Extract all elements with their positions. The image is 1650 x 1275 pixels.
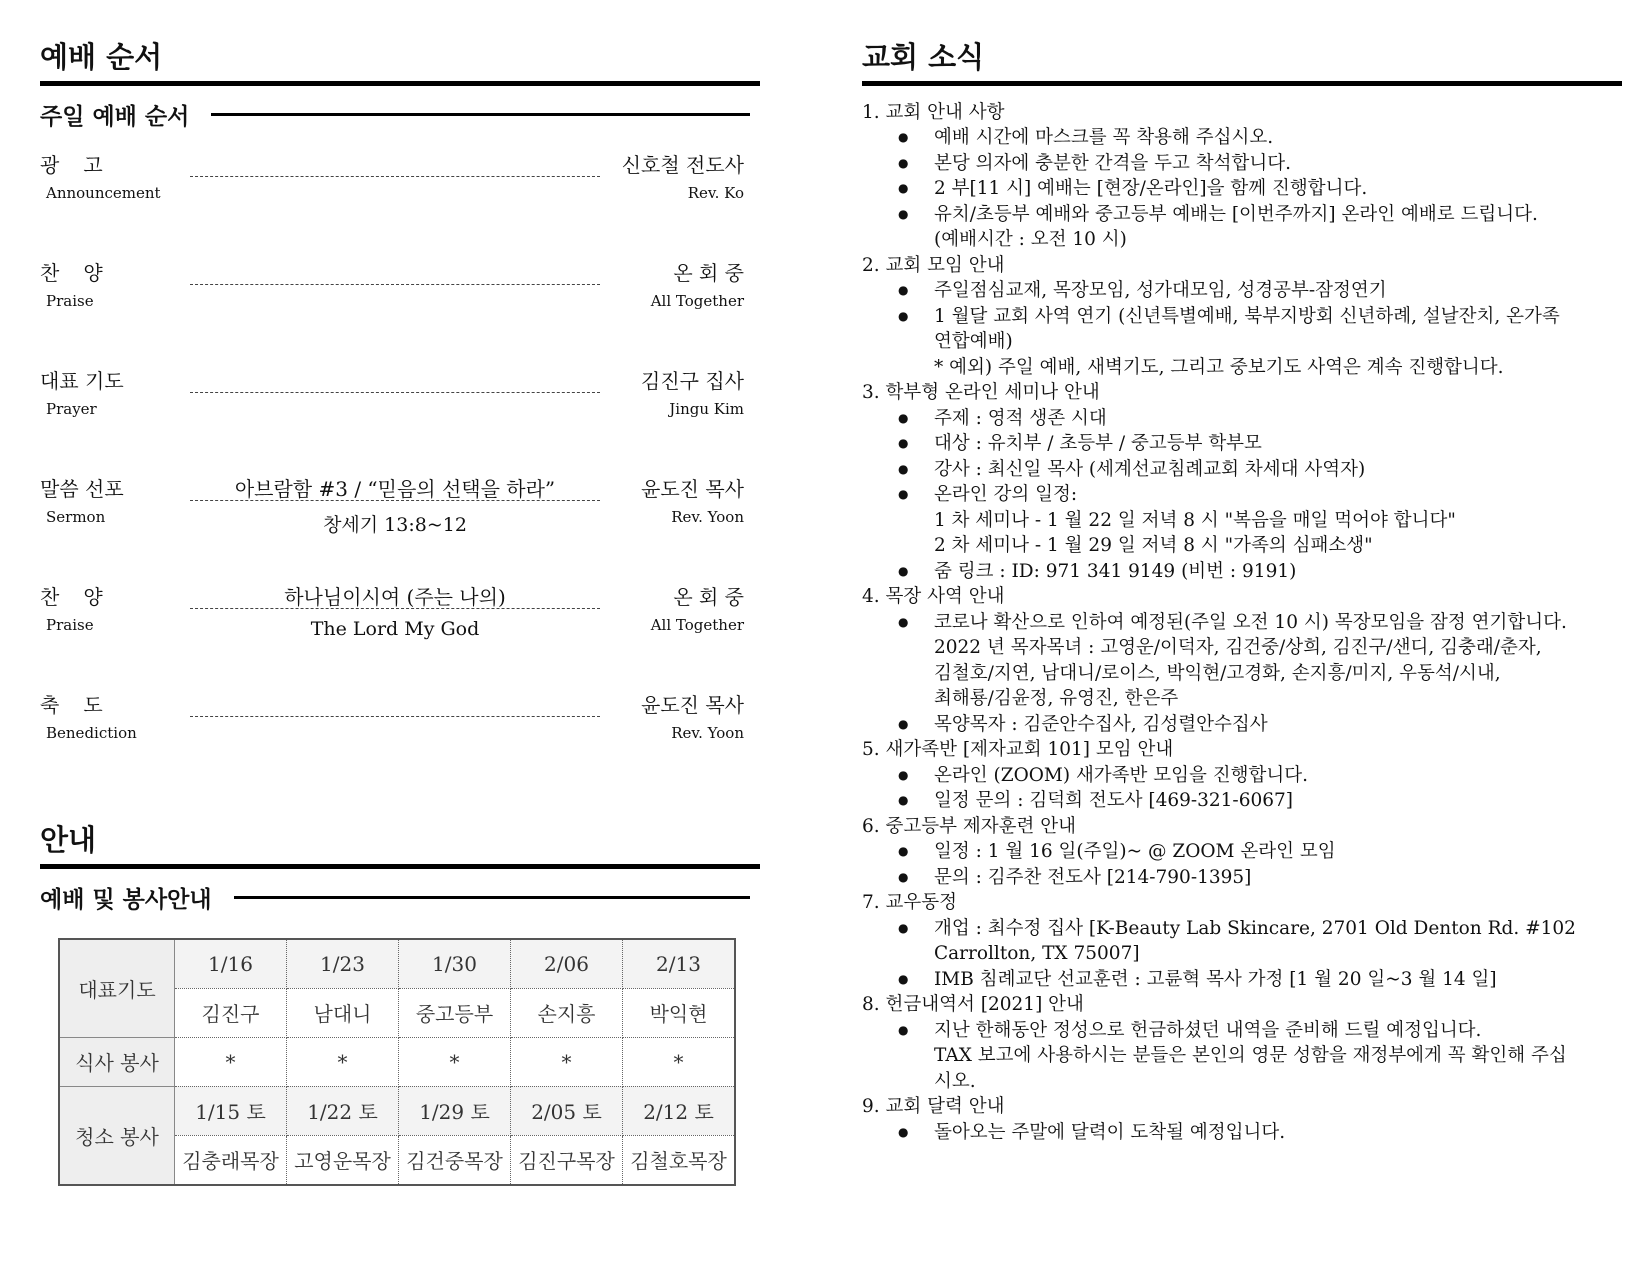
order-detail bbox=[190, 149, 600, 209]
order-detail bbox=[190, 689, 600, 749]
order-leader-en: Jingu Kim bbox=[669, 399, 744, 418]
news-continuation-line: 연합예배) bbox=[934, 331, 1013, 353]
date-cell: 1/16 bbox=[175, 939, 287, 989]
order-leader-en: Rev. Yoon bbox=[671, 723, 744, 742]
news-continuation-line: 김철호/지연, 남대니/로이스, 박익현/고경화, 손지흥/미지, 우동석/시내, bbox=[934, 662, 1501, 684]
sunday-order-subtitle-text: 주일 예배 순서 bbox=[40, 103, 190, 130]
church-news-title: 교회 소식 bbox=[862, 40, 1622, 86]
news-bullet-item: ● 예배 시간에 마스크를 꼭 착용해 주십시오. bbox=[934, 125, 1622, 151]
order-leader-ko: 윤도진 목사 bbox=[641, 692, 744, 717]
news-continuation-line: (예배시간 : 오전 10 시) bbox=[934, 229, 1127, 251]
order-item-en: Praise bbox=[46, 291, 94, 310]
news-bullet-item: ● 온라인 (ZOOM) 새가족반 모임을 진행합니다. bbox=[934, 763, 1622, 789]
service-info-subtitle bbox=[40, 881, 760, 914]
row-header-cleaning: 청소 봉사 bbox=[59, 1086, 175, 1185]
date-cell: 2/06 bbox=[511, 939, 623, 989]
order-item-en: Praise bbox=[46, 615, 94, 634]
date-cell: 2/13 bbox=[623, 939, 736, 989]
order-detail bbox=[190, 365, 600, 425]
news-section-items bbox=[862, 610, 1622, 738]
order-leader-ko: 온 회 중 bbox=[673, 260, 744, 285]
news-section-heading: 7. 교우동정 bbox=[862, 892, 958, 914]
news-bullet-item: ● 문의 : 김주찬 전도사 [214-790-1395] bbox=[934, 865, 1622, 891]
news-bullet-item: ● 돌아오는 주말에 달력이 도착될 예정입니다. bbox=[934, 1120, 1622, 1146]
dotted-leader bbox=[190, 392, 600, 393]
sermon-scripture: 창세기 13:8~12 bbox=[323, 513, 467, 536]
sunday-order-subtitle bbox=[40, 98, 760, 131]
clean-date-cell: 1/15 토 bbox=[175, 1086, 287, 1135]
news-bullet-item: ● 강사 : 최신일 목사 (세계선교침례교회 차세대 사역자) bbox=[934, 457, 1622, 483]
news-bullet-item: ● 지난 한해동안 정성으로 헌금하셨던 내역을 준비해 드릴 예정입니다. bbox=[934, 1018, 1622, 1044]
news-section-items bbox=[862, 125, 1622, 253]
hymn-title-ko: 하나님이시여 (주는 나의) bbox=[284, 584, 506, 609]
news-bullet-item: ● 일정 문의 : 김덕희 전도사 [469-321-6067] bbox=[934, 788, 1622, 814]
table-row bbox=[59, 1037, 735, 1086]
news-continuation-line: 2 차 세미나 - 1 월 29 일 저녁 8 시 "가족의 심패소생" bbox=[934, 535, 1373, 557]
order-item-en: Prayer bbox=[46, 399, 97, 418]
news-bullet-item: ● IMB 침례교단 선교훈련 : 고륜혁 목사 가정 [1 월 20 일~3 월 14 일] bbox=[934, 967, 1622, 993]
service-table bbox=[58, 938, 736, 1186]
meal-cell: * bbox=[399, 1037, 511, 1086]
news-section-items bbox=[862, 278, 1622, 380]
meal-cell: * bbox=[623, 1037, 736, 1086]
table-row bbox=[59, 939, 735, 989]
news-continuation-line: TAX 보고에 사용하시는 분들은 본인의 영문 성함을 재정부에게 꼭 확인해 주십 bbox=[934, 1045, 1567, 1067]
order-item-ko: 대표 기도 bbox=[40, 368, 124, 393]
news-bullet-item: ● 일정 : 1 월 16 일(주일)~ @ ZOOM 온라인 모임 bbox=[934, 839, 1622, 865]
news-bullet-item: ● 본당 의자에 충분한 간격을 두고 착석합니다. bbox=[934, 151, 1622, 177]
clean-date-cell: 1/22 토 bbox=[287, 1086, 399, 1135]
order-item-ko: 찬양 bbox=[40, 584, 127, 609]
news-section-items bbox=[862, 839, 1622, 890]
prayer-person-cell: 손지흥 bbox=[511, 988, 623, 1037]
news-section-heading: 4. 목장 사역 안내 bbox=[862, 586, 1005, 608]
news-bullet-item: ● 주제 : 영적 생존 시대 bbox=[934, 406, 1622, 432]
news-section-heading: 8. 헌금내역서 [2021] 안내 bbox=[862, 994, 1084, 1016]
worship-order-list bbox=[40, 149, 760, 781]
order-leader-en: Rev. Ko bbox=[687, 183, 744, 202]
order-row bbox=[40, 473, 760, 581]
news-section-items bbox=[862, 1120, 1622, 1146]
news-bullet-item: ● 주일점심교재, 목장모임, 성가대모임, 성경공부-잠정연기 bbox=[934, 278, 1622, 304]
news-continuation-line: 최해룡/김윤정, 유영진, 한은주 bbox=[934, 688, 1179, 710]
news-section-heading: 1. 교회 안내 사항 bbox=[862, 101, 1005, 123]
news-bullet-item: ● 개업 : 최수정 집사 [K-Beauty Lab Skincare, 2701 Old Denton Rd. #102 bbox=[934, 916, 1622, 942]
church-news-list bbox=[862, 100, 1622, 1146]
date-cell: 1/23 bbox=[287, 939, 399, 989]
order-leader-en: Rev. Yoon bbox=[671, 507, 744, 526]
order-item-ko: 축도 bbox=[40, 692, 127, 717]
order-item-en: Benediction bbox=[46, 723, 137, 742]
news-section-items bbox=[862, 763, 1622, 814]
news-continuation-line: 1 차 세미나 - 1 월 22 일 저녁 8 시 "복음을 매일 먹어야 합니다" bbox=[934, 509, 1456, 531]
order-detail bbox=[190, 257, 600, 317]
news-continuation-line: 시오. bbox=[934, 1070, 976, 1092]
sermon-title: 아브람함 #3 / “믿음의 선택을 하라” bbox=[234, 476, 556, 501]
hymn-title-en: The Lord My God bbox=[310, 617, 480, 640]
prayer-person-cell: 김진구 bbox=[175, 988, 287, 1037]
right-column bbox=[862, 40, 1622, 1145]
info-title: 안내 bbox=[40, 823, 760, 869]
subtitle-rule bbox=[211, 113, 750, 116]
dotted-leader bbox=[190, 716, 600, 717]
news-section-items bbox=[862, 916, 1622, 993]
clean-date-cell: 2/12 토 bbox=[623, 1086, 736, 1135]
dotted-leader bbox=[190, 284, 600, 285]
news-bullet-item: ● 줌 링크 : ID: 971 341 9149 (비번 : 9191) bbox=[934, 559, 1622, 585]
order-row bbox=[40, 149, 760, 257]
news-continuation-line: Carrollton, TX 75007] bbox=[934, 943, 1140, 965]
news-continuation-line: * 예외) 주일 예배, 새벽기도, 그리고 중보기도 사역은 계속 진행합니다. bbox=[934, 356, 1504, 378]
order-detail bbox=[190, 473, 600, 536]
news-section-heading: 9. 교회 달력 안내 bbox=[862, 1096, 1005, 1118]
clean-group-cell: 김철호목장 bbox=[623, 1135, 736, 1185]
table-row bbox=[59, 1086, 735, 1135]
meal-cell: * bbox=[511, 1037, 623, 1086]
order-row bbox=[40, 689, 760, 781]
news-section-items bbox=[862, 406, 1622, 585]
left-column bbox=[40, 40, 760, 1186]
order-leader-ko: 윤도진 목사 bbox=[641, 476, 744, 501]
prayer-person-cell: 남대니 bbox=[287, 988, 399, 1037]
order-row bbox=[40, 365, 760, 473]
clean-date-cell: 1/29 토 bbox=[399, 1086, 511, 1135]
order-item-en: Sermon bbox=[46, 507, 106, 526]
row-header-meal: 식사 봉사 bbox=[59, 1037, 175, 1086]
order-detail bbox=[190, 581, 600, 641]
order-leader-ko: 김진구 집사 bbox=[641, 368, 744, 393]
news-section-items bbox=[862, 1018, 1622, 1095]
news-section-heading: 3. 학부형 온라인 세미나 안내 bbox=[862, 382, 1100, 404]
order-leader-en: All Together bbox=[650, 615, 744, 634]
service-info-subtitle-text: 예배 및 봉사안내 bbox=[40, 886, 212, 913]
order-item-ko: 말씀 선포 bbox=[40, 476, 124, 501]
subtitle-rule bbox=[234, 896, 750, 899]
order-leader-en: All Together bbox=[650, 291, 744, 310]
prayer-person-cell: 중고등부 bbox=[399, 988, 511, 1037]
meal-cell: * bbox=[175, 1037, 287, 1086]
order-row bbox=[40, 257, 760, 365]
order-item-ko: 광고 bbox=[40, 152, 127, 177]
clean-group-cell: 김건중목장 bbox=[399, 1135, 511, 1185]
news-section-heading: 6. 중고등부 제자훈련 안내 bbox=[862, 815, 1077, 837]
clean-group-cell: 김충래목장 bbox=[175, 1135, 287, 1185]
order-item-en: Announcement bbox=[46, 183, 161, 202]
prayer-person-cell: 박익현 bbox=[623, 988, 736, 1037]
date-cell: 1/30 bbox=[399, 939, 511, 989]
news-section-heading: 5. 새가족반 [제자교회 101] 모임 안내 bbox=[862, 739, 1174, 761]
clean-date-cell: 2/05 토 bbox=[511, 1086, 623, 1135]
clean-group-cell: 김진구목장 bbox=[511, 1135, 623, 1185]
meal-cell: * bbox=[287, 1037, 399, 1086]
news-bullet-item: ● 목양목자 : 김준안수집사, 김성렬안수집사 bbox=[934, 712, 1622, 738]
info-section bbox=[40, 823, 760, 1186]
order-leader-ko: 온 회 중 bbox=[673, 584, 744, 609]
news-bullet-item: ● 유치/초등부 예배와 중고등부 예배는 [이번주까지] 온라인 예배로 드립니다. bbox=[934, 202, 1622, 228]
news-bullet-item: ● 2 부[11 시] 예배는 [현장/온라인]을 함께 진행합니다. bbox=[934, 176, 1622, 202]
worship-order-title: 예배 순서 bbox=[40, 40, 760, 86]
clean-group-cell: 고영운목장 bbox=[287, 1135, 399, 1185]
news-bullet-item: ● 온라인 강의 일정: bbox=[934, 482, 1622, 508]
news-bullet-item: ● 1 월달 교회 사역 연기 (신년특별예배, 북부지방회 신년하례, 설날잔치, 온가족 bbox=[934, 304, 1622, 330]
row-header-prayer: 대표기도 bbox=[59, 939, 175, 1038]
news-section-heading: 2. 교회 모임 안내 bbox=[862, 254, 1005, 276]
order-row bbox=[40, 581, 760, 689]
order-item-ko: 찬양 bbox=[40, 260, 127, 285]
dotted-leader bbox=[190, 176, 600, 177]
order-leader-ko: 신호철 전도사 bbox=[621, 152, 744, 177]
news-continuation-line: 2022 년 목자목녀 : 고영운/이덕자, 김건중/상희, 김진구/샌디, 김충래/춘자, bbox=[934, 637, 1542, 659]
news-bullet-item: ● 코로나 확산으로 인하여 예정된(주일 오전 10 시) 목장모임을 잠정 연기합니다. bbox=[934, 610, 1622, 636]
news-bullet-item: ● 대상 : 유치부 / 초등부 / 중고등부 학부모 bbox=[934, 431, 1622, 457]
